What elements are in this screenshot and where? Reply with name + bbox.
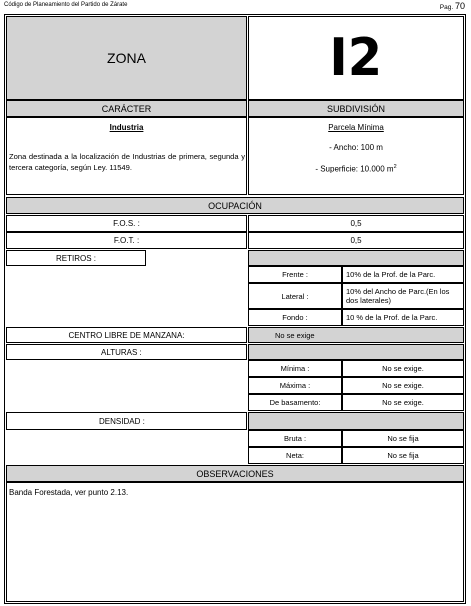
altura-basamento-label: De basamento: — [248, 394, 342, 411]
densidad-neta-value: No se fija — [342, 447, 464, 464]
densidad-neta-label: Neta: — [248, 447, 342, 464]
centro-libre-label: CENTRO LIBRE DE MANZANA: — [6, 327, 247, 343]
page-prefix: Pag. — [439, 4, 454, 11]
densidad-bruta-value: No se fija — [342, 430, 464, 447]
parcela-ancho: - Ancho: 100 m — [329, 143, 383, 152]
retiro-frente-label: Frente : — [248, 266, 342, 283]
ocupacion-heading: OCUPACIÓN — [6, 197, 464, 214]
densidad-heading: DENSIDAD : — [6, 412, 247, 430]
fot-value: 0,5 — [248, 232, 464, 249]
zone-label: ZONA — [6, 16, 247, 100]
zone-code-text: I2 — [329, 28, 383, 88]
subdivision-heading: SUBDIVISIÓN — [248, 100, 464, 117]
altura-maxima-label: Máxima : — [248, 377, 342, 394]
retiro-fondo-label: Fondo : — [248, 309, 342, 326]
observaciones-text: Banda Forestada, ver punto 2.13. — [9, 488, 129, 497]
altura-minima-value: No se exige. — [342, 360, 464, 377]
retiros-heading: RETIROS : — [6, 250, 146, 266]
parcela-superficie-value: - Superficie: 10.000 m — [315, 164, 394, 174]
alturas-heading: ALTURAS : — [6, 344, 247, 360]
retiro-lateral-value: 10% del Ancho de Parc.(En los dos laterales) — [342, 283, 464, 309]
zone-code — [248, 16, 464, 100]
caracter-title: Industria — [109, 123, 144, 132]
page-number-value: 70 — [454, 1, 465, 11]
alturas-heading-bar — [248, 344, 464, 360]
retiros-heading-bar — [248, 250, 464, 266]
caracter-heading: CARÁCTER — [6, 100, 247, 117]
centro-libre-value: No se exige — [248, 327, 464, 343]
altura-maxima-value: No se exige. — [342, 377, 464, 394]
parcela-minima-title: Parcela Mínima — [328, 123, 384, 132]
retiro-lateral-label: Lateral : — [248, 283, 342, 309]
densidad-bruta-label: Bruta : — [248, 430, 342, 447]
superficie-unit-exponent: 2 — [393, 164, 397, 170]
caracter-description: Zona destinada a la localización de Industrias de primera, segunda y tercera categoría, según Ley. 11549. — [9, 152, 245, 172]
retiro-frente-value: 10% de la Prof. de la Parc. — [342, 266, 464, 283]
fos-label: F.O.S. : — [6, 215, 247, 232]
document-title: Código de Planeamiento del Partido de Zárate — [4, 2, 128, 8]
caracter-content — [6, 117, 247, 195]
observaciones-box — [6, 482, 464, 602]
altura-basamento-value: No se exige. — [342, 394, 464, 411]
densidad-heading-bar — [248, 412, 464, 430]
altura-minima-label: Mínima : — [248, 360, 342, 377]
retiro-fondo-value: 10 % de la Prof. de la Parc. — [342, 309, 464, 326]
subdivision-content — [248, 117, 464, 195]
observaciones-heading: OBSERVACIONES — [6, 465, 464, 482]
fot-label: F.O.T. : — [6, 232, 247, 249]
parcela-superficie — [249, 164, 463, 174]
page-number — [440, 1, 465, 11]
fos-value: 0,5 — [248, 215, 464, 232]
